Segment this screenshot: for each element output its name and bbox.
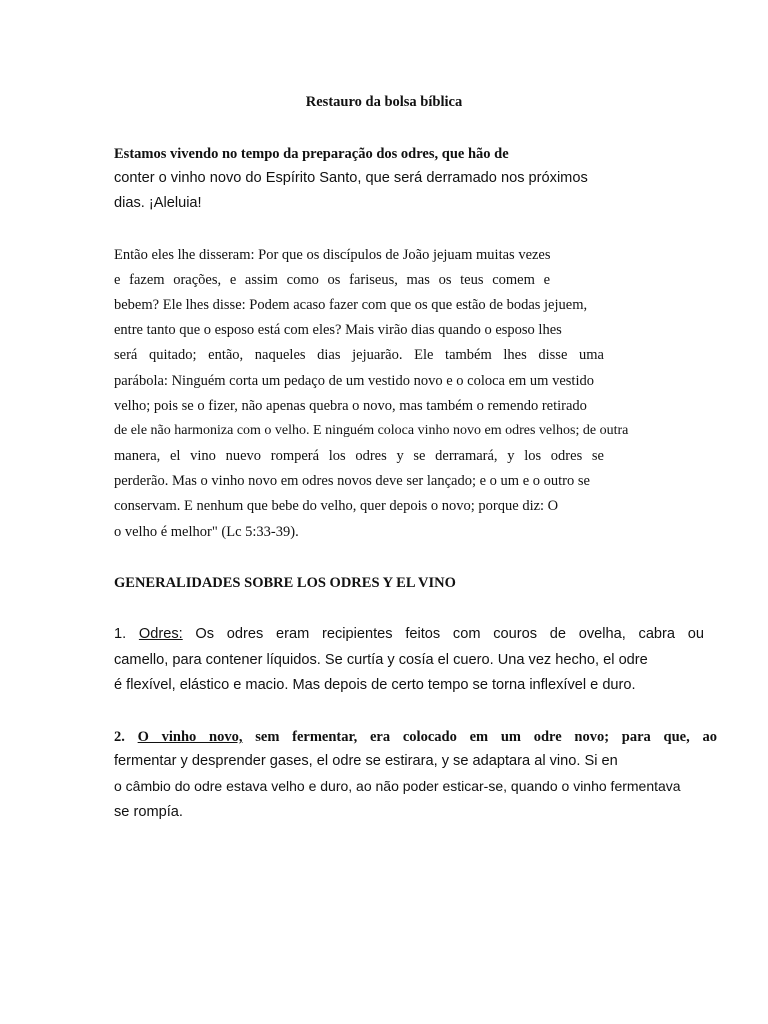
item2-line-1 bbox=[114, 729, 717, 746]
item2-line-3: o câmbio do odre estava velho e duro, ao não poder esticar-se, quando o vinho fermentava bbox=[114, 778, 681, 794]
page-title: Restauro da bolsa bíblica bbox=[305, 94, 463, 110]
section-heading: GENERALIDADES SOBRE LOS ODRES Y EL VINO bbox=[114, 575, 456, 591]
intro-line-1: Estamos vivendo no tempo da preparação dos odres, que hão de bbox=[114, 146, 509, 162]
scripture-line-10: perderão. Mas o vinho novo em odres novos deve ser lançado; e o um e o outro se bbox=[114, 473, 590, 489]
item1-line-1 bbox=[114, 626, 704, 642]
scripture-line-4: entre tanto que o esposo está com eles? Mais virão dias quando o esposo lhes bbox=[114, 322, 562, 338]
item2-line-4: se rompía. bbox=[114, 804, 183, 820]
item2-line1-text: sem fermentar, era colocado em um odre novo; para que, ao bbox=[242, 729, 717, 745]
intro-line-2: conter o vinho novo do Espírito Santo, que será derramado nos próximos bbox=[114, 170, 588, 186]
item1-line1-text: Os odres eram recipientes feitos com couros de ovelha, cabra ou bbox=[182, 626, 704, 642]
scripture-line-8: de ele não harmoniza com o velho. E ninguém coloca vinho novo em odres velhos; de outra bbox=[114, 423, 629, 438]
scripture-line-5: será quitado; então, naqueles dias jejuarão. Ele também lhes disse uma bbox=[114, 347, 604, 363]
item1-number: 1. bbox=[114, 626, 139, 642]
item1-term: Odres: bbox=[138, 626, 183, 642]
scripture-line-11: conservam. E nenhum que bebe do velho, quer depois o novo; porque diz: O bbox=[114, 498, 559, 514]
scripture-line-1: Então eles lhe disseram: Por que os discípulos de João jejuam muitas vezes bbox=[114, 247, 551, 263]
item2-number: 2. bbox=[114, 729, 138, 745]
scripture-line-3: bebem? Ele lhes disse: Podem acaso fazer com que os que estão de bodas jejuem, bbox=[114, 297, 588, 313]
intro-line-3: dias. ¡Aleluia! bbox=[114, 195, 202, 211]
scripture-line-12: o velho é melhor" (Lc 5:33-39). bbox=[114, 524, 299, 540]
item2-line-2: fermentar y desprender gases, el odre se estirara, y se adaptara al vino. Si en bbox=[114, 753, 618, 769]
item2-term: O vinho novo, bbox=[137, 729, 243, 745]
scripture-line-9: manera, el vino nuevo romperá los odres y se derramará, y los odres se bbox=[114, 448, 604, 464]
scripture-line-6: parábola: Ninguém corta um pedaço de um vestido novo e o coloca em um vestido bbox=[114, 373, 594, 389]
scripture-line-2: e fazem orações, e assim como os fariseus, mas os teus comem e bbox=[114, 272, 550, 288]
item1-line-2: camello, para contener líquidos. Se curtía y cosía el cuero. Una vez hecho, el odre bbox=[114, 652, 648, 668]
item1-line-3: é flexível, elástico e macio. Mas depois de certo tempo se torna inflexível e duro. bbox=[114, 677, 636, 693]
scripture-line-7: velho; pois se o fizer, não apenas quebra o novo, mas também o remendo retirado bbox=[114, 398, 587, 414]
